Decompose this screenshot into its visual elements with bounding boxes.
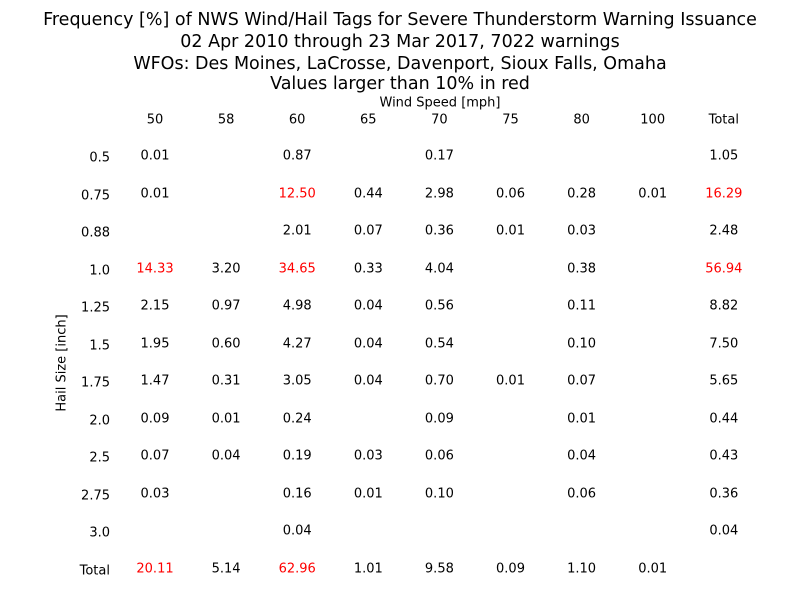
table-cell: 0.36: [709, 486, 739, 501]
table-cell: 8.82: [709, 298, 739, 314]
table-cell: 4.04: [424, 261, 454, 276]
table-cell: 0.07: [140, 448, 170, 464]
table-cell: 9.58: [424, 561, 454, 576]
chart-title-line-1: Frequency [%] of NWS Wind/Hail Tags for Severe Thunderstorm Warning Issuance: [43, 10, 757, 30]
table-cell: 0.56: [424, 298, 454, 314]
table-cell: 62.96: [278, 561, 316, 576]
table-cell: 14.33: [136, 261, 174, 276]
row-header-1.75: 1.75: [81, 375, 110, 391]
column-header-80: 80: [573, 112, 590, 128]
chart-title-line-3: WFOs: Des Moines, LaCrosse, Davenport, Sioux Falls, Omaha: [133, 54, 667, 74]
table-cell: 0.70: [424, 373, 454, 389]
table-cell: 0.06: [424, 448, 454, 464]
table-cell: 0.01: [638, 561, 668, 576]
table-cell: 34.65: [278, 261, 316, 276]
table-cell: 1.95: [140, 336, 170, 351]
table-cell: 0.04: [211, 448, 241, 464]
table-cell: 0.01: [353, 486, 383, 501]
table-cell: 0.07: [567, 373, 597, 389]
table-cell: 0.06: [567, 486, 597, 501]
row-header-total: Total: [79, 563, 110, 578]
row-header-2.0: 2.0: [89, 413, 110, 428]
row-header-0.88: 0.88: [81, 225, 110, 241]
table-cell: 56.94: [705, 261, 743, 276]
table-cell: 0.10: [424, 486, 454, 501]
column-header-70: 70: [431, 112, 448, 128]
table-cell: 0.01: [496, 223, 525, 239]
table-cell: 5.65: [709, 373, 739, 389]
table-cell: 0.01: [140, 148, 170, 164]
table-cell: 3.05: [282, 373, 312, 389]
table-cell: 1.10: [567, 561, 597, 576]
table-cell: 7.50: [709, 336, 739, 351]
table-cell: 0.06: [496, 186, 525, 201]
table-cell: 0.60: [211, 336, 241, 351]
row-header-0.75: 0.75: [81, 188, 110, 203]
x-axis-label: Wind Speed [mph]: [379, 95, 501, 111]
y-axis-label: Hail Size [inch]: [54, 314, 70, 412]
table-cell: 3.20: [211, 261, 241, 276]
table-cell: 0.04: [567, 448, 597, 464]
table-cell: 0.01: [567, 411, 597, 426]
chart-title-line-4: Values larger than 10% in red: [270, 74, 530, 94]
table-cell: 0.01: [638, 186, 668, 201]
column-header-58: 58: [217, 112, 235, 128]
chart-title-line-2: 02 Apr 2010 through 23 Mar 2017, 7022 warnings: [180, 32, 620, 52]
table-cell: 0.11: [567, 298, 597, 314]
table-cell: 20.11: [136, 561, 174, 576]
row-header-1.0: 1.0: [89, 263, 110, 278]
row-header-1.5: 1.5: [89, 338, 110, 353]
table-cell: 0.24: [282, 411, 312, 426]
table-cell: 0.03: [353, 448, 383, 464]
table-cell: 0.44: [353, 186, 383, 201]
table-cell: 0.33: [353, 261, 383, 276]
table-cell: 0.36: [424, 223, 454, 239]
column-header-100: 100: [640, 112, 666, 128]
row-header-2.5: 2.5: [89, 450, 110, 466]
table-cell: 0.04: [282, 523, 312, 539]
table-cell: 0.07: [353, 223, 383, 239]
table-cell: 2.15: [140, 298, 170, 314]
row-header-1.25: 1.25: [81, 300, 110, 316]
table-cell: 0.54: [424, 336, 454, 351]
table-cell: 2.01: [282, 223, 312, 239]
table-cell: 4.98: [282, 298, 312, 314]
table-cell: 0.43: [709, 448, 739, 464]
table-cell: 0.87: [282, 148, 312, 164]
table-cell: 0.04: [353, 336, 383, 351]
table-cell: 0.01: [140, 186, 170, 201]
table-cell: 2.98: [424, 186, 454, 201]
table-cell: 0.09: [424, 411, 454, 426]
table-cell: 0.17: [424, 148, 454, 164]
table-cell: 0.38: [567, 261, 597, 276]
table-cell: 0.04: [709, 523, 739, 539]
table-cell: 1.05: [709, 148, 739, 164]
table-cell: 0.03: [567, 223, 597, 239]
table-cell: 4.27: [282, 336, 312, 351]
table-cell: 0.44: [709, 411, 739, 426]
row-header-3.0: 3.0: [89, 525, 110, 541]
table-cell: 0.10: [567, 336, 597, 351]
table-cell: 12.50: [278, 186, 316, 201]
table-cell: 1.47: [140, 373, 170, 389]
table-cell: 1.01: [353, 561, 383, 576]
table-cell: 0.01: [211, 411, 241, 426]
column-header-60: 60: [288, 112, 306, 128]
column-header-75: 75: [502, 112, 519, 128]
table-cell: 0.09: [496, 561, 525, 576]
table-cell: 0.03: [140, 486, 170, 501]
table-cell: 0.04: [353, 373, 383, 389]
table-cell: 5.14: [211, 561, 241, 576]
table-cell: 0.97: [211, 298, 241, 314]
column-header-50: 50: [146, 112, 164, 128]
row-header-2.75: 2.75: [81, 488, 110, 503]
table-cell: 0.28: [567, 186, 597, 201]
table-cell: 0.19: [282, 448, 312, 464]
table-cell: 0.04: [353, 298, 383, 314]
table-cell: 0.09: [140, 411, 170, 426]
table-cell: 2.48: [709, 223, 739, 239]
table-cell: 16.29: [705, 186, 743, 201]
row-header-0.5: 0.5: [89, 150, 110, 166]
column-header-total: Total: [708, 112, 739, 128]
table-cell: 0.31: [211, 373, 241, 389]
table-cell: 0.16: [282, 486, 312, 501]
table-cell: 0.01: [496, 373, 525, 389]
column-header-65: 65: [360, 112, 377, 128]
